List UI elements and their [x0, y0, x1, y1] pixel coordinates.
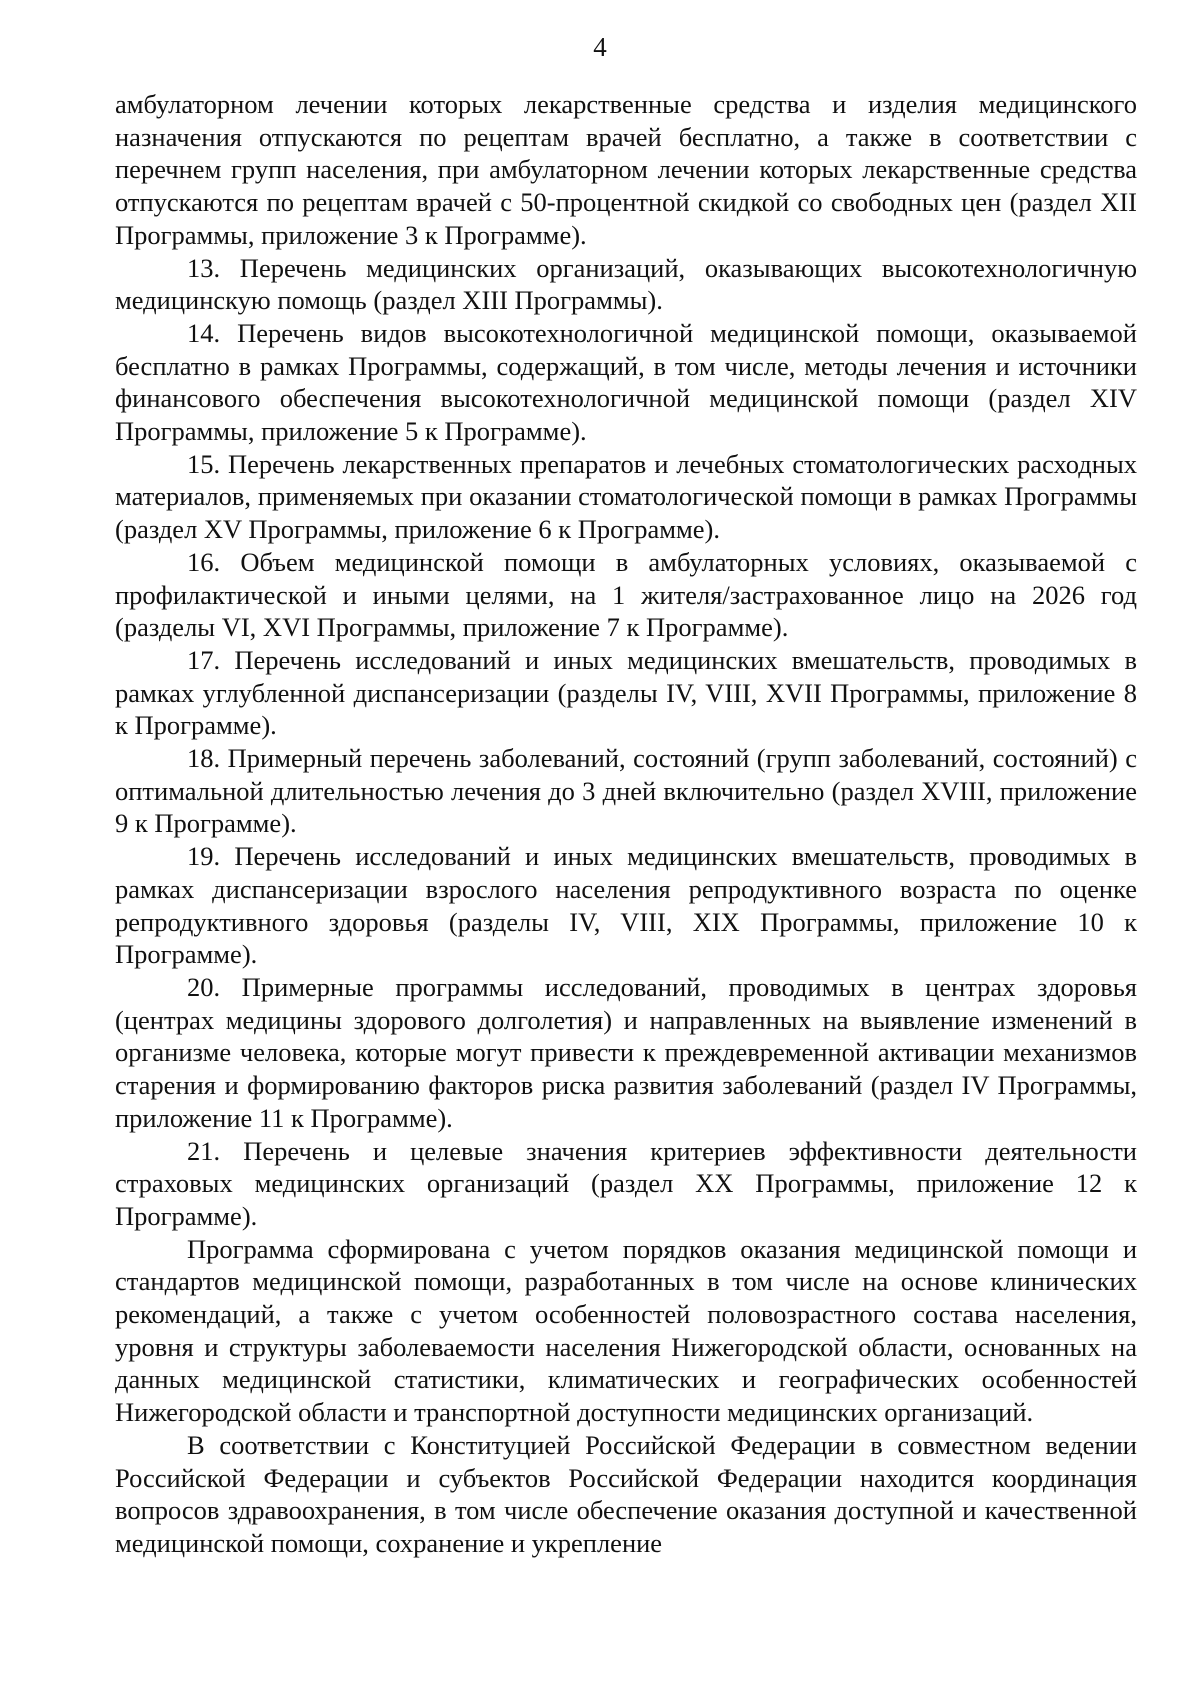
paragraph-item-19: 19. Перечень исследований и иных медицинских вмешательств, проводимых в рамках диспансеризации взрослого населения репродуктивного возраста по оценке репродуктивного здоровья (разделы IV, VIII, XIX Программы, приложение 10 к Программе). [115, 841, 1137, 970]
page-number: 4 [593, 32, 607, 62]
paragraph-continuation: амбулаторном лечении которых лекарственные средства и изделия медицинского назначения отпускаются по рецептам врачей бесплатно, а также в соответствии с перечнем групп населения, при амбулаторном лечении которых лекарственные средства отпускаются по рецептам врачей с 50-процентной скидкой со свободных цен (раздел XII Программы, приложение 3 к Программе). [115, 89, 1137, 250]
paragraph-item-16: 16. Объем медицинской помощи в амбулаторных условиях, оказываемой с профилактической и иными целями, на 1 жителя/застрахованное лицо на 2026 год (разделы VI, XVI Программы, приложение 7 к Программе). [115, 546, 1137, 643]
paragraph-item-17: 17. Перечень исследований и иных медицинских вмешательств, проводимых в рамках углубленной диспансеризации (разделы IV, VIII, XVII Программы, приложение 8 к Программе). [115, 644, 1137, 741]
paragraph-item-15: 15. Перечень лекарственных препаратов и лечебных стоматологических расходных материалов, применяемых при оказании стоматологической помощи в рамках Программы (раздел XV Программы, приложение 6 к Программе). [115, 448, 1137, 545]
paragraph-item-20: 20. Примерные программы исследований, проводимых в центрах здоровья (центрах медицины здорового долголетия) и направленных на выявление изменений в организме человека, которые могут привести к преждевременной активации механизмов старения и формированию факторов риска развития заболеваний (раздел IV Программы, приложение 11 к Программе). [115, 971, 1137, 1133]
paragraph-program-basis: Программа сформирована с учетом порядков оказания медицинской помощи и стандартов медицинской помощи, разработанных в том числе на основе клинических рекомендаций, а также с учетом особенностей половозрастного состава населения, уровня и структуры заболеваемости населения Нижегородской области, основанных на данных медицинской статистики, климатических и географических особенностей Нижегородской области и транспортной доступности медицинских организаций. [115, 1233, 1137, 1428]
paragraph-item-14: 14. Перечень видов высокотехнологичной медицинской помощи, оказываемой бесплатно в рамках Программы, содержащий, в том числе, методы лечения и источники финансового обеспечения высокотехнологичной медицинской помощи (раздел XIV Программы, приложение 5 к Программе). [115, 317, 1137, 447]
document-body [115, 88, 1137, 1560]
paragraph-item-13: 13. Перечень медицинских организаций, оказывающих высокотехнологичную медицинскую помощь (раздел XIII Программы). [115, 252, 1137, 316]
paragraph-constitution: В соответствии с Конституцией Российской Федерации в совместном ведении Российской Федерации и субъектов Российской Федерации находится координация вопросов здравоохранения, в том числе обеспечение оказания доступной и качественной медицинской помощи, сохранение и укрепление [115, 1429, 1137, 1558]
paragraph-item-18: 18. Примерный перечень заболеваний, состояний (групп заболеваний, состояний) с оптимальной длительностью лечения до 3 дней включительно (раздел XVIII, приложение 9 к Программе). [115, 743, 1137, 839]
paragraph-item-21: 21. Перечень и целевые значения критериев эффективности деятельности страховых медицинских организаций (раздел XX Программы, приложение 12 к Программе). [115, 1135, 1137, 1231]
